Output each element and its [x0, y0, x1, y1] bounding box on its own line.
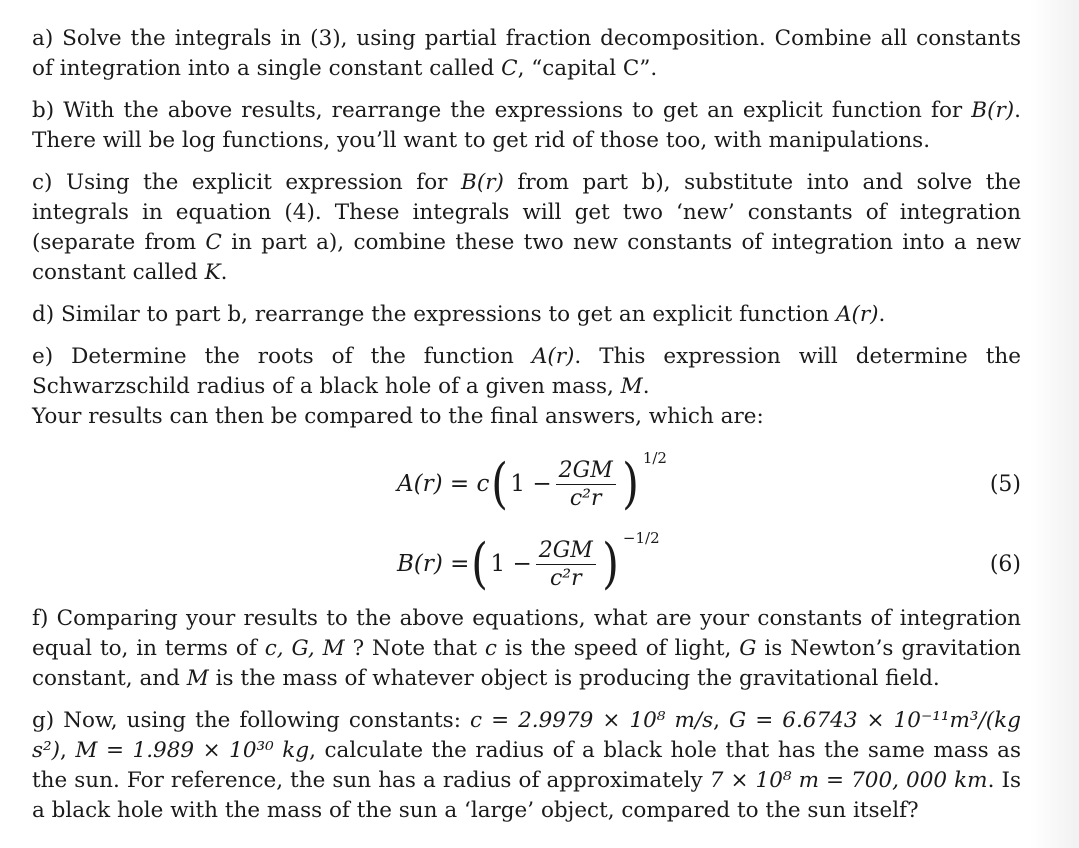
speed-of-light-c: c [484, 636, 497, 661]
right-paren-icon: ) [621, 452, 639, 515]
part-g-text-2: , calculate the radius of a black hole that has the same mass as the sun. For reference, the sun has a radius of approximately [32, 738, 1021, 793]
part-c-text-3: in part a), combine these two new constants of integration into a new constant called [32, 230, 1022, 285]
separator: , [713, 708, 729, 733]
part-b-text: b) With the above results, rearrange the expressions to get an explicit function for [32, 98, 972, 123]
equation-6 [32, 524, 1021, 604]
part-c-text-end: . [220, 260, 228, 285]
eq6-numerator: 2GM [536, 538, 596, 565]
compare-line: Your results can then be compared to the final answers, which are: [32, 404, 764, 429]
eq6-exponent: −1/2 [622, 529, 660, 547]
part-d-text-end: . [878, 302, 886, 327]
part-a-paragraph [32, 24, 1021, 84]
G-value: G = 6.6743 × 10⁻¹¹m³/(kg s²) [32, 708, 1021, 763]
equation-5 [32, 444, 1021, 524]
constant-K: K [204, 260, 221, 285]
part-b-paragraph [32, 96, 1021, 156]
part-f-text-2: ? Note that [344, 636, 485, 661]
part-a-text-end: , “capital C”. [517, 56, 658, 81]
M-value: M = 1.989 × 10³⁰ kg [75, 738, 310, 763]
part-d-text: d) Similar to part b, rearrange the expressions to get an explicit function [32, 302, 836, 327]
function-B: B(r) [461, 170, 504, 195]
eq5-one-minus: 1 − [510, 471, 552, 497]
function-A: A(r) [835, 302, 879, 327]
constant-C: C [205, 230, 222, 255]
part-d-paragraph [32, 300, 1021, 330]
part-g-text: g) Now, using the following constants: [32, 708, 470, 733]
part-f-text-end: is the mass of whatever object is producing the gravitational field. [208, 666, 940, 691]
c-value: c = 2.9979 × 10⁸ m/s [469, 708, 714, 733]
separator: , [60, 738, 76, 763]
eq5-exponent: 1/2 [642, 449, 667, 467]
sun-radius-value: 7 × 10⁸ m = 700, 000 km [709, 768, 988, 793]
equation-5-number: (5) [989, 471, 1021, 497]
eq5-denominator: c²r [569, 485, 602, 511]
part-c-text-2: from part b), substitute into and solve the integrals in equation (4). These integrals will get two ‘new’ constants of integration (separate from [32, 170, 1022, 255]
part-b-text-end: . There will be log functions, you’ll want to get rid of those too, with manipulations. [32, 98, 1021, 153]
part-c-paragraph [32, 168, 1021, 288]
mass-M: M [186, 666, 209, 691]
eq6-denominator: c²r [549, 565, 582, 591]
function-B: B(r) [971, 98, 1015, 123]
part-f-text-4: is Newton’s gravitation constant, and [32, 636, 1022, 691]
eq5-fraction [556, 458, 616, 511]
part-f-text: f) Comparing your results to the above equations, what are your constants of integration equal to, in terms of [32, 606, 1021, 661]
part-g-text-end: . Is a black hole with the mass of the sun a ‘large’ object, compared to the sun itself? [32, 768, 1022, 823]
part-a-text: a) Solve the integrals in (3), using partial fraction decomposition. Combine all constants of integration into a single constant called [32, 26, 1021, 81]
equation-6-number: (6) [989, 551, 1021, 577]
function-A: A(r) [531, 344, 575, 369]
right-paren-icon: ) [601, 532, 619, 595]
part-c-text: c) Using the explicit expression for [32, 170, 462, 195]
part-f-paragraph [32, 604, 1021, 694]
part-e-paragraph [32, 342, 1021, 402]
eq5-lhs: A(r) = c [397, 471, 490, 497]
gravitation-constant-G: G [739, 636, 757, 661]
part-e-text-end: . [642, 374, 650, 399]
eq6-fraction [536, 538, 596, 591]
mass-M: M [620, 374, 643, 399]
left-paren-icon: ( [491, 452, 509, 515]
constant-C: C [501, 56, 518, 81]
part-g-paragraph [32, 706, 1021, 826]
part-e-text: e) Determine the roots of the function [32, 344, 532, 369]
eq6-lhs: B(r) = [397, 551, 470, 577]
eq5-numerator: 2GM [556, 458, 616, 485]
part-e-text-2: . This expression will determine the Schwarzschild radius of a black hole of a given mass, [32, 344, 1021, 399]
part-f-text-3: is the speed of light, [496, 636, 740, 661]
equation-5-body [397, 444, 667, 524]
variables-cGM: c, G, M [264, 636, 345, 661]
equation-6-body [397, 524, 660, 604]
left-paren-icon: ( [471, 532, 489, 595]
eq6-one-minus: 1 − [490, 551, 532, 577]
